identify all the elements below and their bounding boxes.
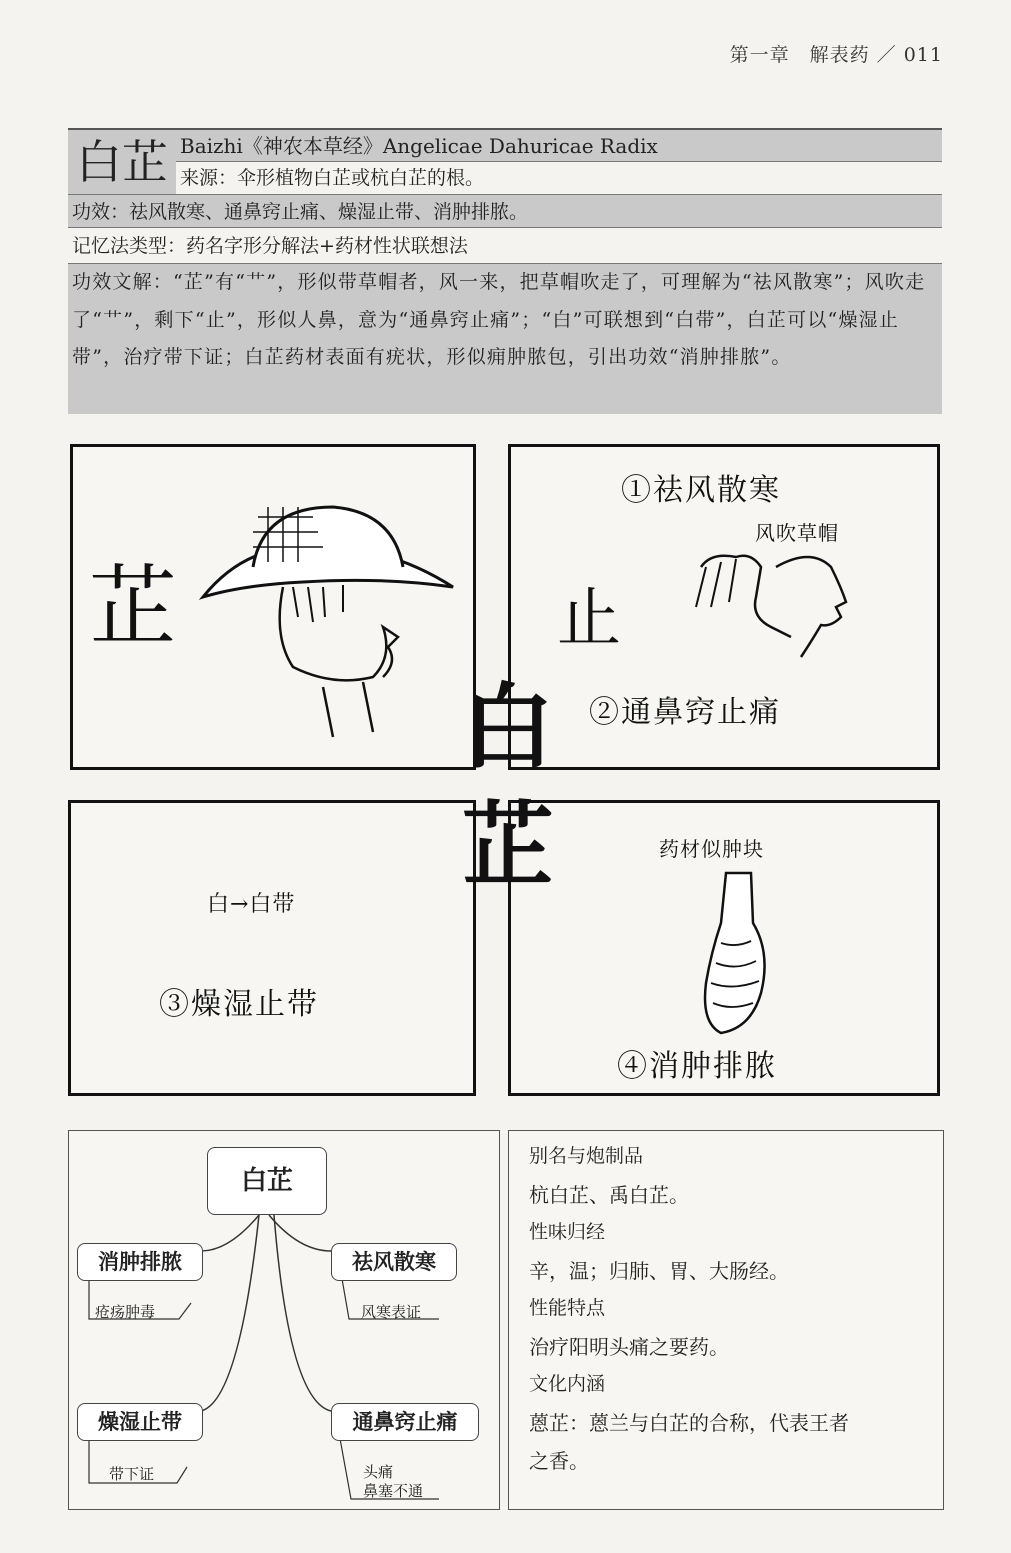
- notes-heading-feature: 性能特点: [529, 1297, 606, 1319]
- running-header: 第一章 解表药 ／ 011: [729, 44, 943, 66]
- root-drawing: [681, 863, 801, 1043]
- mindmap-sub-4a: 头痛: [363, 1463, 394, 1481]
- panel4-title: ④消肿排脓: [617, 1049, 777, 1084]
- mindmap-sub-4b: 鼻塞不通: [363, 1482, 424, 1500]
- notes-text-feature: 治疗阳明头痛之要药。: [529, 1335, 729, 1359]
- panel3-note: 白→白带: [207, 892, 296, 917]
- notes-heading-nature: 性味归经: [529, 1221, 606, 1243]
- info-table: [68, 128, 942, 414]
- notes-heading-alias: 别名与炮制品: [529, 1145, 644, 1167]
- panel4-note: 药材似肿块: [659, 837, 764, 861]
- efficacy-line: 功效：祛风散寒、通鼻窍止痛、燥湿止带、消肿排脓。: [68, 194, 942, 228]
- center-char-zhi: 芷: [461, 792, 554, 899]
- mindmap-sub-3: 带下证: [109, 1465, 155, 1483]
- panel1-glyph: 芷: [89, 555, 180, 658]
- comic-panel-1: [70, 444, 476, 770]
- mindmap-box: [68, 1130, 500, 1510]
- mindmap-root: 白芷: [207, 1147, 327, 1215]
- panel2-note: 风吹草帽: [755, 521, 839, 545]
- explanation-text: 功效文解：“芷”有“艹”，形似带草帽者，风一来，把草帽吹走了，可理解为“祛风散寒”；风吹走了“艹”，剩下“止”，形似人鼻，意为“通鼻窍止痛”；“白”可联想到“白带”，白芷可以“燥湿止带”，治疗带下证；白芷药材表面有疣状，形似痈肿脓包，引出功效“消肿排脓”。: [68, 264, 942, 414]
- notes-box: [508, 1130, 944, 1510]
- mindmap-node-1: 消肿排脓: [77, 1243, 203, 1281]
- panel2-glyph: 止: [557, 582, 623, 656]
- notes-text-alias: 杭白芷、禹白芷。: [529, 1183, 689, 1207]
- herb-name: 白芷: [68, 130, 177, 194]
- panel3-title: ③燥湿止带: [159, 987, 319, 1022]
- mindmap-sub-1: 疮疡肿毒: [95, 1303, 156, 1321]
- notes-heading-culture: 文化内涵: [529, 1373, 606, 1395]
- comic-panel-3: [68, 800, 476, 1096]
- comic-panel-4: [508, 800, 940, 1096]
- face-drawing: [681, 547, 881, 677]
- mindmap-node-4: 通鼻窍止痛: [331, 1403, 479, 1441]
- notes-text-culture-2: 之香。: [529, 1449, 589, 1473]
- center-char-bai: 白: [461, 674, 554, 781]
- hat-man-drawing: [183, 487, 483, 747]
- latin-name: Baizhi《神农本草经》Angelicae Dahuricae Radix: [176, 130, 942, 162]
- comic-panel-2: [508, 444, 940, 770]
- source-line: 来源：伞形植物白芷或杭白芷的根。: [176, 162, 942, 194]
- mindmap-node-2: 祛风散寒: [331, 1243, 457, 1281]
- notes-text-nature: 辛，温；归肺、胃、大肠经。: [529, 1259, 789, 1283]
- panel2-title: ①祛风散寒: [621, 473, 781, 508]
- mindmap-node-3: 燥湿止带: [77, 1403, 203, 1441]
- panel2-title2: ②通鼻窍止痛: [589, 695, 781, 730]
- notes-text-culture-1: 蒽芷：蒽兰与白芷的合称，代表王者: [529, 1411, 849, 1435]
- mindmap-sub-2: 风寒表证: [361, 1303, 422, 1321]
- memory-type-line: 记忆法类型：药名字形分解法+药材性状联想法: [68, 228, 942, 264]
